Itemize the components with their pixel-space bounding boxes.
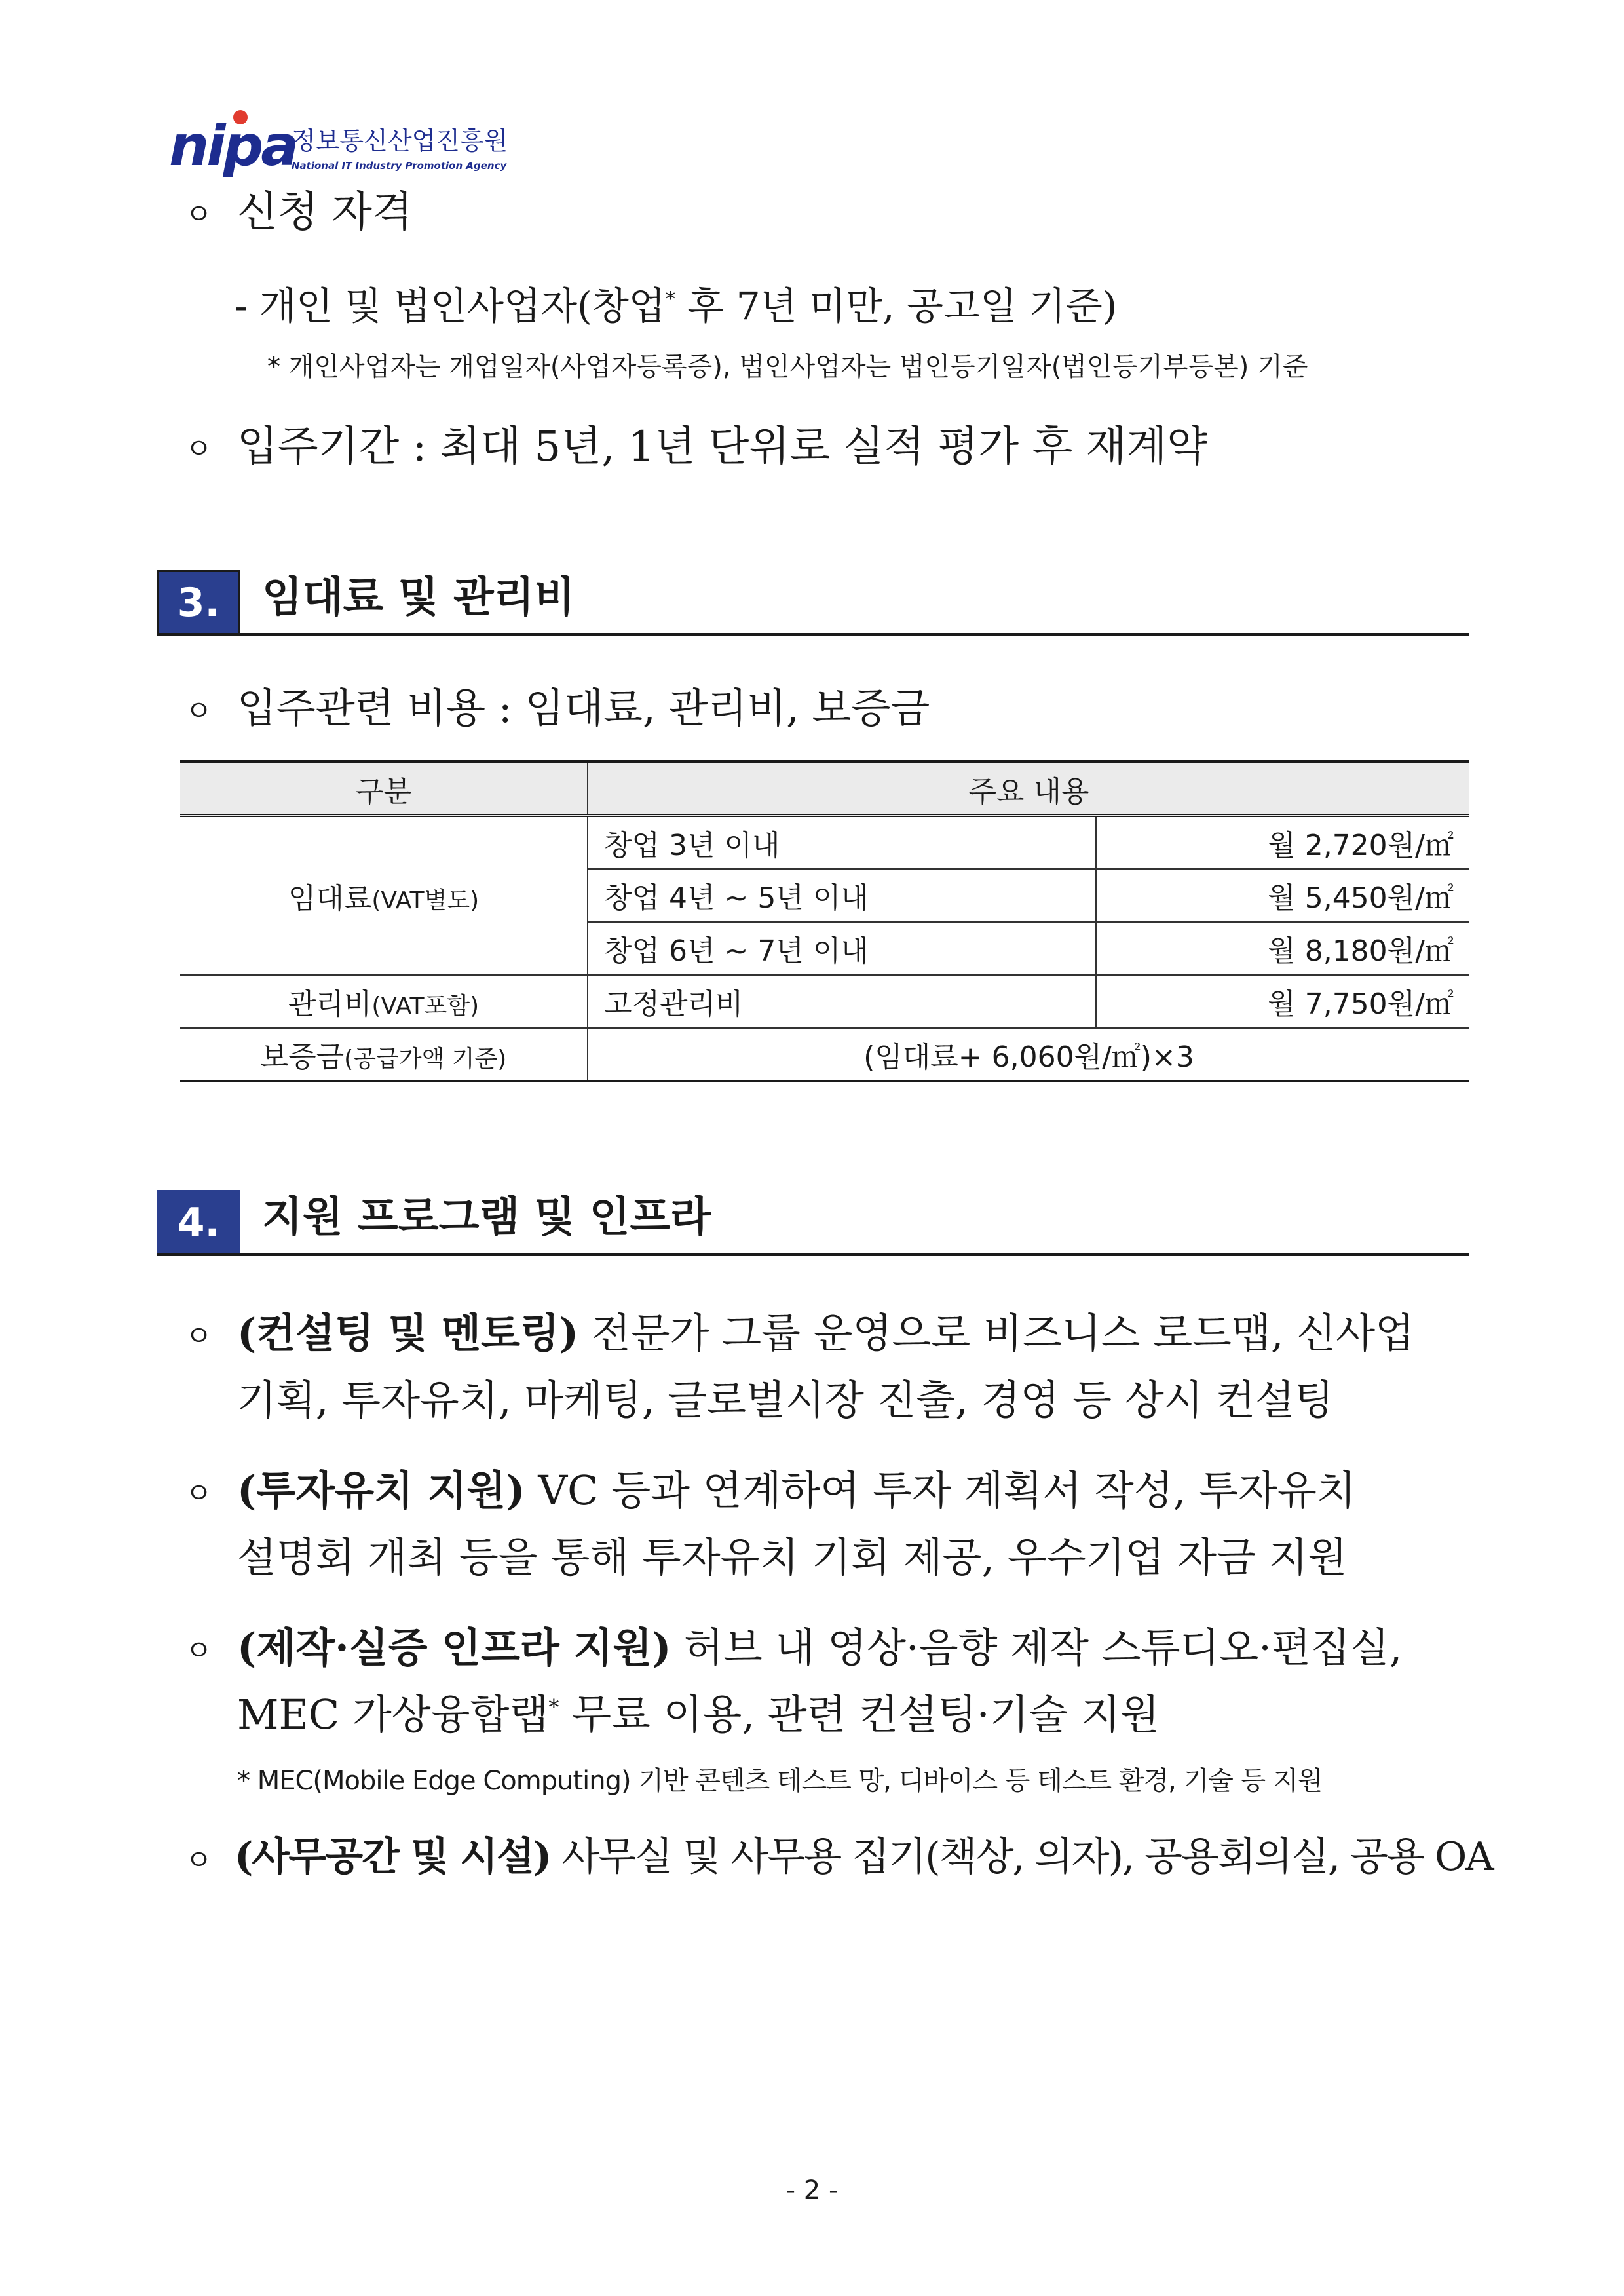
program-investment-line1 (237, 1466, 1356, 1514)
org-name-en: National IT Industry Promotion Agency (292, 160, 507, 172)
program-sup: * (548, 1694, 559, 1720)
program-consulting-line2: 기획, 투자유치, 마케팅, 글로벌시장 진출, 경영 등 상시 컨설팅 (237, 1376, 1334, 1424)
item-main: 개인 및 법인사업자 (259, 284, 578, 328)
program-consulting-line1 (237, 1309, 1414, 1357)
item-paren: (창업 (577, 284, 666, 328)
rent-label: 임대료 (288, 881, 372, 915)
section-3-title: 임대료 및 관리비 (262, 573, 575, 622)
rent-desc: 창업 4년 ~ 5년 이내 (588, 869, 1096, 922)
table-header-content: 주요 내용 (588, 762, 1469, 816)
fee-table (180, 760, 1469, 1082)
eligibility-note: * 개인사업자는 개업일자(사업자등록증), 법인사업자는 법인등기일자(법인등기부등본) 기준 (267, 352, 1308, 382)
table-header-category: 구분 (180, 762, 588, 816)
bullet-symbol: ㅇ (185, 198, 213, 231)
section-3-rule (157, 633, 1469, 636)
period-line (237, 423, 1208, 471)
program-infra-line2 (237, 1691, 1160, 1738)
program-text: VC 등과 연계하여 투자 계획서 작성, 투자유치 (525, 1466, 1356, 1514)
rent-note: (VAT별도) (371, 887, 480, 914)
table-row (180, 1028, 1469, 1081)
mgmt-price: 월 7,750원/㎡ (1096, 975, 1469, 1028)
rent-price: 월 8,180원/㎡ (1096, 922, 1469, 975)
table-header-row (180, 762, 1469, 816)
deposit-note: (공급가액 기준) (344, 1045, 507, 1073)
deposit-label-cell (180, 1028, 588, 1081)
mgmt-note: (VAT포함) (371, 993, 480, 1020)
table-row (180, 816, 1469, 869)
rent-desc: 창업 3년 이내 (588, 816, 1096, 869)
program-title: (컨설팅 및 멘토링) (237, 1309, 579, 1357)
program-title: (제작·실증 인프라 지원) (237, 1624, 671, 1672)
section-4-title: 지원 프로그램 및 인프라 (262, 1193, 711, 1242)
item-rest: 후 7년 미만, 공고일 기준) (675, 284, 1118, 328)
program-text: 무료 이용, 관련 컨설팅·기술 지원 (559, 1691, 1160, 1738)
mgmt-label-cell (180, 975, 588, 1028)
program-text: 허브 내 영상·음향 제작 스튜디오·편집실, (671, 1624, 1403, 1672)
rent-price: 월 2,720원/㎡ (1096, 816, 1469, 869)
bullet-symbol: ㅇ (185, 1477, 213, 1510)
costs-label: 입주관련 비용 : (237, 684, 525, 732)
eligibility-item (235, 284, 1118, 328)
program-text: 전문가 그룹 운영으로 비즈니스 로드맵, 신사업 (578, 1309, 1414, 1357)
deposit-formula: (임대료+ 6,060원/㎡)×3 (588, 1028, 1469, 1081)
eligibility-heading: 신청 자격 (237, 188, 413, 237)
mgmt-label: 관리비 (288, 987, 372, 1021)
bullet-symbol: ㅇ (185, 432, 213, 466)
item-prefix: - (235, 284, 260, 328)
program-title: (사무공간 및 시설) (235, 1834, 551, 1880)
rent-price: 월 5,450원/㎡ (1096, 869, 1469, 922)
program-office-line1 (235, 1834, 1493, 1880)
program-infra-line1 (237, 1624, 1403, 1672)
period-text: : 최대 5년, 1년 단위로 실적 평가 후 재계약 (399, 423, 1208, 471)
period-label: 입주기간 (237, 423, 400, 471)
section-4-rule (157, 1253, 1469, 1256)
deposit-label: 보증금 (260, 1040, 345, 1074)
rent-desc: 창업 6년 ~ 7년 이내 (588, 922, 1096, 975)
costs-text: 임대료, 관리비, 보증금 (525, 684, 930, 732)
org-name-ko: 정보통신산업진흥원 (292, 126, 508, 155)
logo-mark: nipa (169, 113, 297, 179)
bullet-symbol: ㅇ (185, 1320, 213, 1353)
item-sup: * (665, 288, 675, 311)
program-investment-line2: 설명회 개최 등을 통해 투자유치 기회 제공, 우수기업 자금 지원 (237, 1533, 1348, 1581)
program-title: (투자유치 지원) (237, 1466, 525, 1514)
section-4-number: 4. (157, 1190, 240, 1255)
costs-line (237, 684, 930, 732)
bullet-symbol: ㅇ (185, 1844, 213, 1877)
program-text: MEC 가상융합랩 (237, 1691, 549, 1738)
bullet-symbol: ㅇ (185, 695, 213, 728)
mgmt-desc: 고정관리비 (588, 975, 1096, 1028)
program-infra-note: * MEC(Mobile Edge Computing) 기반 콘텐츠 테스트 망, 디바이스 등 테스트 환경, 기술 등 지원 (237, 1766, 1323, 1796)
rent-label-cell (180, 816, 588, 975)
page-number: - 2 - (785, 2175, 839, 2206)
table-row (180, 975, 1469, 1028)
section-3-number: 3. (157, 570, 240, 636)
bullet-symbol: ㅇ (185, 1634, 213, 1668)
program-text: 사무실 및 사무용 집기(책상, 의자), 공용회의실, 공용 OA (550, 1834, 1493, 1880)
